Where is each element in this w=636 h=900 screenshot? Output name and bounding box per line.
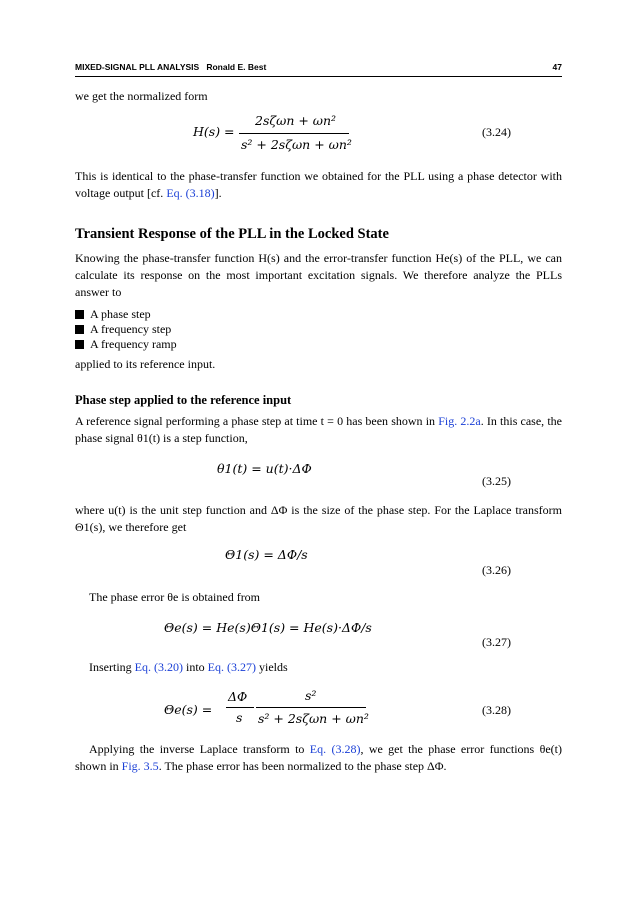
para-identical-text-before: This is identical to the phase-transfer function we obtained for the PLL using a phase detector with voltage output [cf.: [75, 169, 562, 200]
para-inserting-text-1: Inserting: [89, 660, 135, 674]
bullet-label: A phase step: [90, 307, 151, 321]
bullet-label: A frequency ramp: [90, 337, 177, 351]
eq-325-number: (3.25): [482, 474, 511, 488]
para-knowing: Knowing the phase-transfer function H(s) and the error-transfer function He(s) of the PLL, we can calculate its response on the most important excitation signals. We therefore analyze the PLLs answer to: [75, 251, 562, 299]
subsection-heading: Phase step applied to the reference input: [75, 393, 292, 407]
para-applying: [75, 741, 562, 775]
eq-324-lhs: H(s) =: [193, 124, 235, 139]
bullet-square-icon: [75, 340, 84, 349]
section-heading: Transient Response of the PLL in the Locked State: [75, 226, 389, 242]
eq-328-frac1-denominator: s: [236, 710, 243, 725]
bullet-square-icon: [75, 325, 84, 334]
link-eq-3-20[interactable]: Eq. (3.20): [134, 660, 183, 674]
link-eq-3-28[interactable]: Eq. (3.28): [309, 742, 361, 756]
para-identical: [75, 168, 562, 202]
bullet-item: [75, 337, 177, 352]
eq-324-number: (3.24): [482, 125, 511, 139]
para-inserting-text-3: yields: [255, 660, 288, 674]
para-reference-text-after: . In this case, the phase signal θ1(t) is a step function,: [75, 414, 562, 445]
equation-3-26: Θ1(s) = ΔΦ/s: [225, 547, 308, 562]
eq-327-number: (3.27): [482, 635, 511, 649]
bullet-square-icon: [75, 310, 84, 319]
equation-3-25: θ1(t) = u(t)·ΔΦ: [217, 461, 312, 476]
eq-324-fraction-bar: [239, 133, 349, 134]
eq-324-numerator: 2sζωn + ωn²: [255, 113, 337, 128]
header-author: Ronald E. Best: [206, 62, 267, 72]
para-applying-text-2: , we get the phase error functions θe(t) shown in: [75, 742, 562, 773]
bullet-item: [75, 322, 171, 337]
header-rule: [75, 76, 562, 77]
eq-328-frac2-numerator: s²: [305, 688, 317, 703]
link-fig-3-5[interactable]: Fig. 3.5: [121, 759, 159, 773]
eq-328-frac1-bar: [226, 707, 254, 708]
link-fig-2-2a[interactable]: Fig. 2.2a: [438, 414, 481, 428]
para-reference: [75, 413, 562, 447]
bullet-label: A frequency step: [90, 322, 172, 336]
header-title: MIXED-SIGNAL PLL ANALYSIS: [75, 62, 200, 72]
para-applying-text-3: . The phase error has been normalized to the phase step ΔΦ.: [158, 759, 447, 773]
para-phase-error: The phase error θe is obtained from: [89, 590, 261, 604]
page-number: 47: [552, 62, 562, 72]
para-inserting-text-2: into: [182, 660, 208, 674]
para-applying-text-1: Applying the inverse Laplace transform to: [89, 742, 310, 756]
eq-328-frac1-numerator: ΔΦ: [228, 689, 248, 704]
para-applied: applied to its reference input.: [75, 357, 216, 371]
running-header: [75, 62, 562, 76]
para-where: where u(t) is the unit step function and ΔΦ is the size of the phase step. For the Laplace transform Θ1(s), we therefore get: [75, 503, 562, 534]
eq-328-frac2-bar: [256, 707, 366, 708]
eq-326-number: (3.26): [482, 563, 511, 577]
intro-text: we get the normalized form: [75, 89, 208, 103]
para-inserting: [75, 659, 562, 676]
eq-328-lhs: Θe(s) =: [164, 702, 213, 717]
bullet-item: [75, 307, 151, 322]
eq-328-number: (3.28): [482, 703, 511, 717]
link-eq-3-27[interactable]: Eq. (3.27): [207, 660, 256, 674]
equation-3-27: Θe(s) = He(s)Θ1(s) = He(s)·ΔΦ/s: [164, 620, 372, 635]
header-title-author: [75, 62, 266, 72]
eq-328-frac2-denominator: s² + 2sζωn + ωn²: [258, 711, 369, 726]
link-eq-3-18[interactable]: Eq. (3.18): [166, 186, 215, 200]
para-identical-text-after: ].: [214, 186, 222, 200]
para-reference-text-before: A reference signal performing a phase step at time t = 0 has been shown in: [75, 414, 439, 428]
eq-324-denominator: s² + 2sζωn + ωn²: [241, 137, 352, 152]
